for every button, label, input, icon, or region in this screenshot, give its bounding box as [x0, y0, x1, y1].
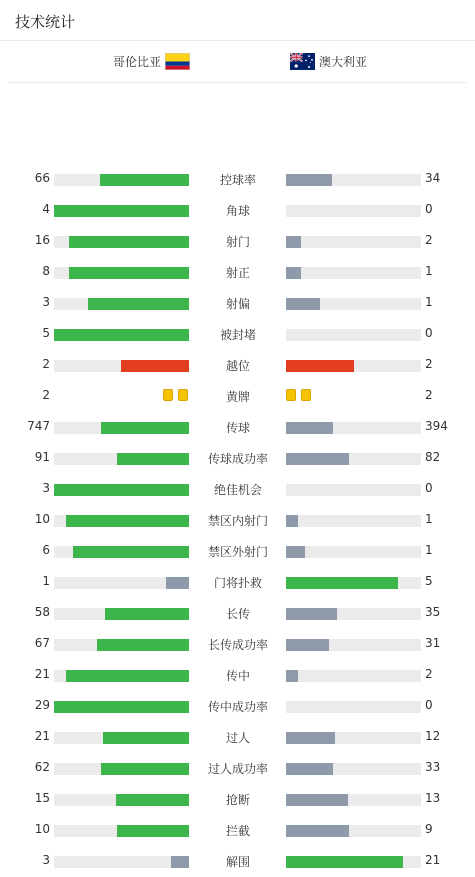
away-stat-bar-fill — [286, 670, 298, 682]
away-stat-bar-fill — [286, 174, 332, 186]
stat-label: 控球率 — [219, 173, 256, 187]
stat-label: 长传 — [225, 607, 250, 621]
away-stat-value: 13 — [425, 791, 441, 805]
stat-row — [0, 691, 475, 722]
home-stat-bar — [54, 670, 189, 682]
away-stat-bar — [286, 825, 421, 837]
stat-label: 传球成功率 — [207, 452, 268, 466]
home-stat-bar-fill — [69, 236, 189, 248]
home-stat-bar-fill — [101, 763, 189, 775]
home-stat-bar-fill — [54, 484, 189, 496]
yellow-card-icon — [286, 389, 296, 401]
home-stat-value: 8 — [42, 264, 50, 278]
home-stat-bar — [54, 856, 189, 868]
away-stat-bar-fill — [286, 236, 301, 248]
stat-row — [0, 753, 475, 784]
stat-label: 越位 — [225, 359, 250, 373]
away-stat-value: 9 — [425, 822, 433, 836]
stat-label: 射门 — [225, 235, 250, 249]
away-stat-value: 33 — [425, 760, 441, 774]
home-stat-bar-fill — [103, 732, 189, 744]
stat-row — [0, 567, 475, 598]
away-stat-value: 5 — [425, 574, 433, 588]
colombia-flag-icon — [165, 53, 190, 70]
away-stat-bar-fill — [286, 856, 403, 868]
away-stat-value: 2 — [425, 388, 433, 402]
home-stat-bar-fill — [66, 515, 189, 527]
home-stat-value: 15 — [34, 791, 50, 805]
away-stat-bar-fill — [286, 422, 333, 434]
teams-header — [8, 41, 467, 83]
stat-label: 解围 — [225, 855, 250, 869]
away-stat-bar — [286, 763, 421, 775]
away-stat-bar — [286, 732, 421, 744]
home-stat-bar-fill — [97, 639, 189, 651]
home-team[interactable] — [113, 53, 190, 70]
home-stat-bar — [54, 639, 189, 651]
away-stat-value: 34 — [425, 171, 441, 185]
home-stat-value: 21 — [34, 729, 50, 743]
home-stat-value: 10 — [34, 822, 50, 836]
stat-row — [0, 598, 475, 629]
away-stat-value: 0 — [425, 698, 433, 712]
home-stat-bar-fill — [101, 422, 189, 434]
home-stat-value: 4 — [42, 202, 50, 216]
away-stat-bar-fill — [286, 298, 320, 310]
stat-label: 过人成功率 — [207, 762, 268, 776]
home-stat-value: 3 — [42, 481, 50, 495]
away-stat-bar-fill — [286, 608, 337, 620]
home-stat-bar — [54, 329, 189, 341]
away-stat-bar-fill — [286, 360, 354, 372]
stat-row — [0, 381, 475, 412]
home-stat-bar — [54, 546, 189, 558]
away-stat-bar — [286, 205, 421, 217]
away-stat-bar — [286, 453, 421, 465]
yellow-card-icon — [301, 389, 311, 401]
away-stat-value: 2 — [425, 233, 433, 247]
away-stat-value: 35 — [425, 605, 441, 619]
stat-row — [0, 195, 475, 226]
away-stat-value: 2 — [425, 357, 433, 371]
home-stat-bar-fill — [69, 267, 189, 279]
stat-row — [0, 350, 475, 381]
away-stat-bar-fill — [286, 825, 349, 837]
home-stat-value: 10 — [34, 512, 50, 526]
home-team-name: 哥伦比亚 — [112, 55, 161, 69]
home-yellow-cards — [163, 389, 188, 401]
home-stat-value: 62 — [34, 760, 50, 774]
away-stat-bar — [286, 515, 421, 527]
home-stat-bar-fill — [121, 360, 189, 372]
away-stat-value: 0 — [425, 481, 433, 495]
home-stat-bar — [54, 732, 189, 744]
home-stat-bar — [54, 236, 189, 248]
home-stat-value: 3 — [42, 295, 50, 309]
stat-row — [0, 536, 475, 567]
home-stat-bar — [54, 577, 189, 589]
away-stat-bar — [286, 329, 421, 341]
australia-flag-icon — [290, 53, 315, 70]
home-stat-value: 58 — [34, 605, 50, 619]
away-stat-bar — [286, 236, 421, 248]
away-stat-value: 12 — [425, 729, 441, 743]
away-stat-bar-fill — [286, 577, 398, 589]
away-stat-bar-fill — [286, 794, 348, 806]
away-yellow-cards — [286, 389, 311, 401]
away-stat-bar-fill — [286, 732, 335, 744]
home-stat-value: 6 — [42, 543, 50, 557]
stat-label: 传中 — [225, 669, 250, 683]
away-stat-value: 394 — [425, 419, 448, 433]
home-stat-value: 67 — [34, 636, 50, 650]
yellow-card-icon — [163, 389, 173, 401]
home-stat-value: 91 — [34, 450, 50, 464]
home-stat-bar-fill — [66, 670, 189, 682]
home-stat-value: 66 — [34, 171, 50, 185]
stat-row — [0, 288, 475, 319]
home-stat-bar — [54, 422, 189, 434]
home-stat-value: 1 — [42, 574, 50, 588]
home-stat-bar-fill — [105, 608, 189, 620]
away-stat-value: 0 — [425, 326, 433, 340]
home-stat-bar — [54, 701, 189, 713]
away-team-name: 澳大利亚 — [319, 55, 368, 69]
away-stat-bar-fill — [286, 515, 298, 527]
stat-row — [0, 164, 475, 195]
home-stat-bar-fill — [54, 701, 189, 713]
home-stat-value: 29 — [34, 698, 50, 712]
stat-label: 角球 — [225, 204, 250, 218]
home-stat-bar — [54, 794, 189, 806]
stat-row — [0, 784, 475, 815]
stat-label: 长传成功率 — [207, 638, 268, 652]
away-stat-bar — [286, 360, 421, 372]
away-stat-value: 82 — [425, 450, 441, 464]
home-stat-bar-fill — [100, 174, 189, 186]
away-stat-bar — [286, 608, 421, 620]
home-stat-bar-fill — [116, 794, 189, 806]
home-stat-bar — [54, 825, 189, 837]
away-stat-bar — [286, 794, 421, 806]
away-stat-bar — [286, 484, 421, 496]
home-stat-bar — [54, 515, 189, 527]
stat-row — [0, 629, 475, 660]
away-stat-bar — [286, 422, 421, 434]
away-stat-bar-fill — [286, 453, 349, 465]
away-stat-bar-fill — [286, 267, 301, 279]
stat-row — [0, 412, 475, 443]
away-stat-bar-fill — [286, 639, 329, 651]
page-title: 技术统计 — [15, 13, 76, 31]
home-stat-value: 2 — [42, 357, 50, 371]
away-stat-value: 2 — [425, 667, 433, 681]
home-stat-value: 5 — [42, 326, 50, 340]
away-stat-bar-fill — [286, 763, 333, 775]
away-stat-value: 1 — [425, 512, 433, 526]
stat-label: 拦截 — [225, 824, 250, 838]
yellow-card-icon — [178, 389, 188, 401]
stat-row — [0, 722, 475, 753]
away-stat-bar — [286, 701, 421, 713]
away-stat-value: 1 — [425, 295, 433, 309]
stat-label: 绝佳机会 — [213, 483, 262, 497]
away-stat-bar — [286, 639, 421, 651]
away-stat-value: 0 — [425, 202, 433, 216]
home-stat-bar-fill — [73, 546, 189, 558]
stat-row — [0, 257, 475, 288]
stat-label: 禁区外射门 — [207, 545, 268, 559]
home-stat-bar — [54, 174, 189, 186]
home-stat-bar — [54, 608, 189, 620]
stat-label: 射偏 — [225, 297, 250, 311]
away-stat-bar — [286, 298, 421, 310]
home-stat-bar — [54, 360, 189, 372]
away-team[interactable] — [290, 53, 367, 70]
home-stat-value: 3 — [42, 853, 50, 867]
stat-label: 传球 — [225, 421, 250, 435]
stat-label: 被封堵 — [219, 328, 256, 342]
stat-row — [0, 474, 475, 505]
home-stat-bar — [54, 763, 189, 775]
away-stat-bar — [286, 174, 421, 186]
stat-label: 传中成功率 — [207, 700, 268, 714]
stat-row — [0, 505, 475, 536]
away-stat-bar — [286, 267, 421, 279]
away-stat-value: 1 — [425, 264, 433, 278]
home-stat-value: 747 — [27, 419, 50, 433]
stat-label: 黄牌 — [225, 390, 250, 404]
home-stat-bar-fill — [117, 825, 189, 837]
stat-label: 抢断 — [225, 793, 250, 807]
stat-row — [0, 846, 475, 877]
home-stat-bar — [54, 205, 189, 217]
home-stat-bar-fill — [166, 577, 189, 589]
home-stat-bar — [54, 298, 189, 310]
home-stat-bar — [54, 453, 189, 465]
away-stat-bar — [286, 670, 421, 682]
home-stat-bar-fill — [117, 453, 189, 465]
home-stat-value: 21 — [34, 667, 50, 681]
home-stat-value: 16 — [34, 233, 50, 247]
stat-row — [0, 815, 475, 846]
away-stat-bar — [286, 856, 421, 868]
page-header — [0, 0, 475, 41]
stat-label: 禁区内射门 — [207, 514, 268, 528]
stat-label: 射正 — [225, 266, 250, 280]
home-stat-value: 2 — [42, 388, 50, 402]
stat-label: 门将扑救 — [213, 576, 262, 590]
away-stat-value: 21 — [425, 853, 441, 867]
home-stat-bar — [54, 267, 189, 279]
stat-row — [0, 226, 475, 257]
stat-row — [0, 319, 475, 350]
away-stat-bar-fill — [286, 546, 305, 558]
away-stat-value: 1 — [425, 543, 433, 557]
home-stat-bar-fill — [171, 856, 189, 868]
home-stat-bar-fill — [54, 329, 189, 341]
home-stat-bar-fill — [54, 205, 189, 217]
home-stat-bar — [54, 484, 189, 496]
away-stat-bar — [286, 546, 421, 558]
stat-label: 过人 — [225, 731, 250, 745]
stat-row — [0, 660, 475, 691]
home-stat-bar-fill — [88, 298, 189, 310]
stat-row — [0, 443, 475, 474]
away-stat-bar — [286, 577, 421, 589]
away-stat-value: 31 — [425, 636, 441, 650]
